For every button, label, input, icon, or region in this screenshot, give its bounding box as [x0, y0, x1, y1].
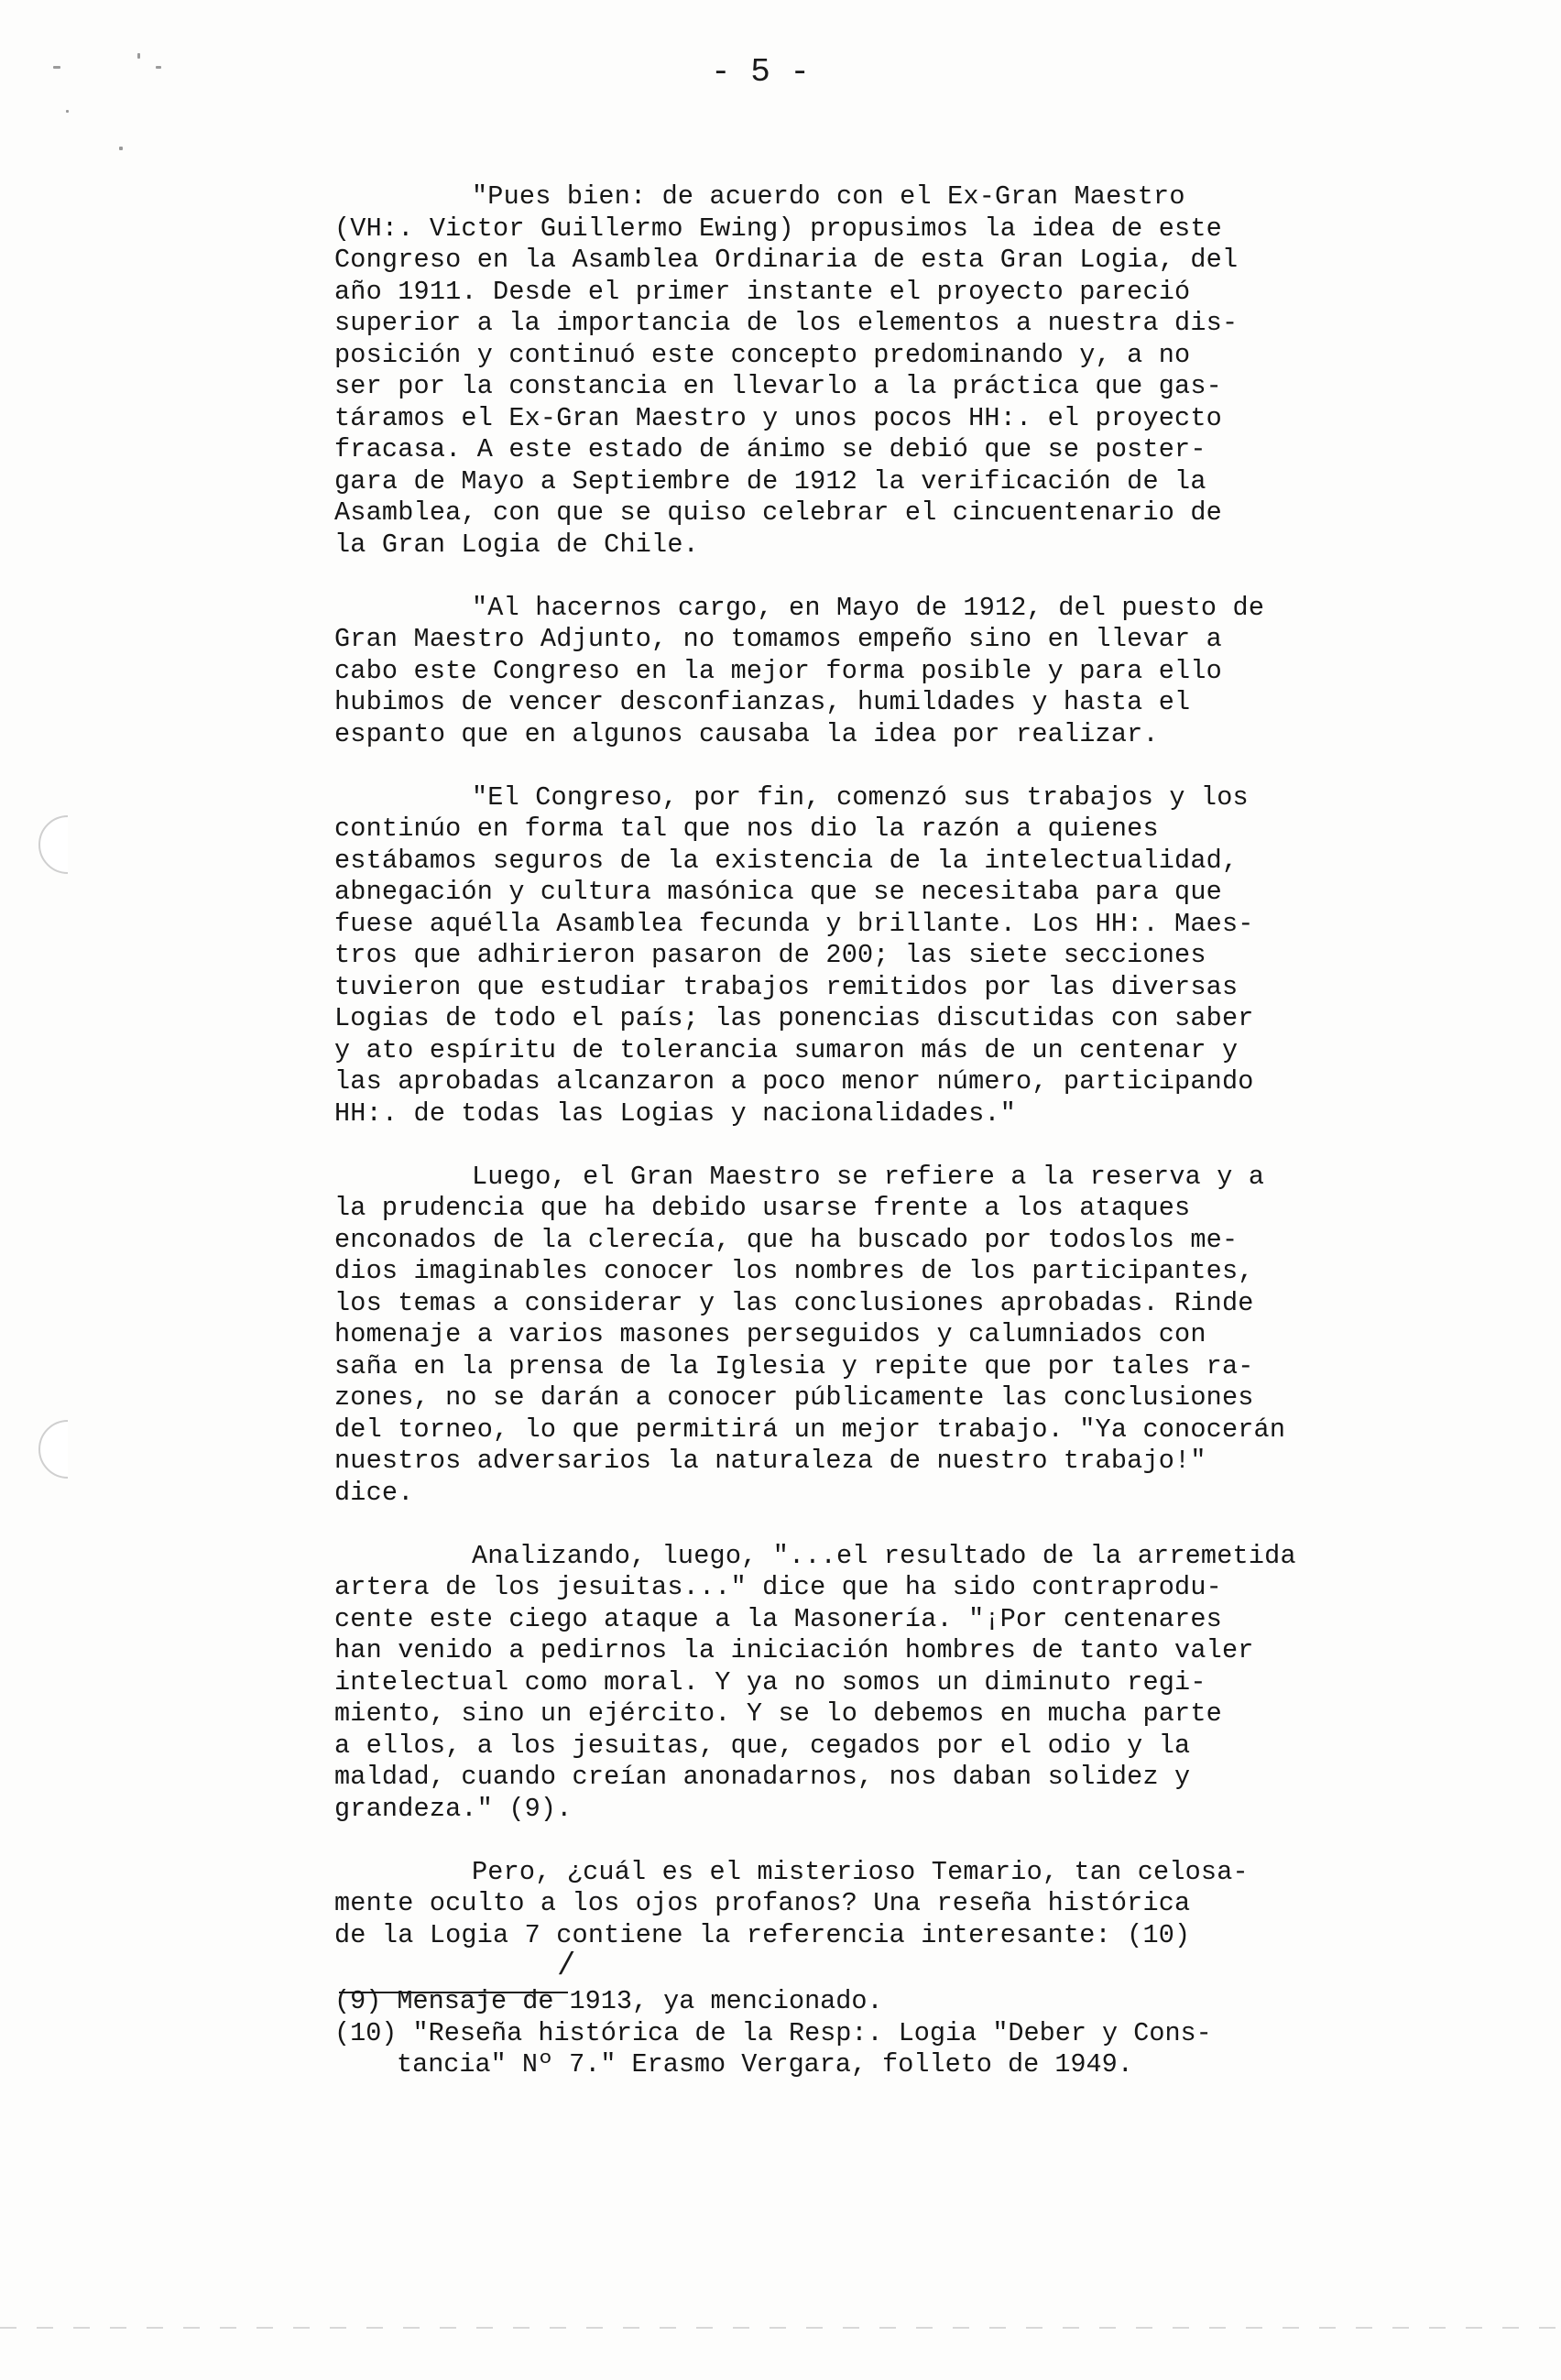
- text-line: del torneo, lo que permitirá un mejor trabajo. "Ya conocerán: [334, 1414, 1286, 1445]
- text-line: los temas a considerar y las conclusiones aprobadas. Rinde: [334, 1287, 1254, 1318]
- text-line: homenaje a varios masones perseguidos y calumniados con: [334, 1319, 1206, 1349]
- text-line: continúo en forma tal que nos dio la razón a quienes: [334, 813, 1159, 844]
- scan-edge-mark: [0, 2327, 1561, 2329]
- scan-speck: [66, 110, 69, 113]
- text-line: Analizando, luego, "...el resultado de la arremetida: [472, 1540, 1296, 1571]
- text-line: gara de Mayo a Septiembre de 1912 la verificación de la: [334, 465, 1206, 497]
- text-line: "Al hacernos cargo, en Mayo de 1912, del puesto de: [472, 592, 1265, 623]
- footnote-line: (9) Mensaje de 1913, ya mencionado.: [334, 1986, 883, 2016]
- text-line: Asamblea, con que se quiso celebrar el cincuentenario de: [334, 497, 1222, 528]
- text-line: HH:. de todas las Logias y nacionalidades.": [334, 1097, 1017, 1129]
- paragraph: [334, 593, 1525, 751]
- text-line: Pero, ¿cuál es el misterioso Temario, tan celosa-: [472, 1856, 1249, 1887]
- text-line: miento, sino un ejército. Y se lo debemos en mucha parte: [334, 1698, 1222, 1729]
- scan-speck: [137, 53, 140, 59]
- text-line: dios imaginables conocer los nombres de los participantes,: [334, 1256, 1254, 1286]
- text-line: cente este ciego ataque a la Masonería. "¡Por centenares: [334, 1603, 1222, 1634]
- scan-speck: [156, 66, 161, 69]
- text-line: espanto que en algunos causaba la idea por realizar.: [334, 718, 1159, 749]
- footnote: [334, 1986, 1525, 2018]
- text-line: "El Congreso, por fin, comenzó sus trabajos y los: [472, 781, 1249, 813]
- text-line: "Pues bien: de acuerdo con el Ex-Gran Maestro: [472, 181, 1185, 212]
- text-line: a ellos, a los jesuitas, que, cegados por el odio y la: [334, 1730, 1191, 1761]
- text-line: ser por la constancia en llevarlo a la práctica que gas-: [334, 371, 1222, 401]
- text-line: abnegación y cultura masónica que se necesitaba para que: [334, 877, 1222, 907]
- text-line: fuese aquélla Asamblea fecunda y brillante. Los HH:. Maes-: [334, 908, 1254, 939]
- footnote-line: tancia" Nº 7." Erasmo Vergara, folleto de 1949.: [397, 2049, 1133, 2080]
- text-line: posición y continuó este concepto predominando y, a no: [334, 339, 1191, 370]
- text-line: dice.: [334, 1477, 414, 1508]
- text-line: año 1911. Desde el primer instante el proyecto pareció: [334, 276, 1191, 307]
- paragraph: [334, 1857, 1525, 1952]
- text-line: Congreso en la Asamblea Ordinaria de esta Gran Logia, del: [334, 245, 1239, 275]
- scan-speck: [53, 66, 60, 69]
- text-line: Gran Maestro Adjunto, no tomamos empeño sino en llevar a: [334, 624, 1222, 654]
- text-line: superior a la importancia de los elementos a nuestra dis-: [334, 308, 1239, 338]
- text-line: saña en la prensa de la Iglesia y repite que por tales ra-: [334, 1350, 1254, 1381]
- text-line: grandeza." (9).: [334, 1793, 573, 1824]
- paragraph: [334, 181, 1525, 561]
- paragraph: [334, 1541, 1525, 1826]
- text-line: mente oculto a los ojos profanos? Una reseña histórica: [334, 1888, 1191, 1918]
- text-line: cabo este Congreso en la mejor forma posible y para ello: [334, 655, 1222, 686]
- footnote-separator-slash: /: [557, 1949, 576, 1984]
- text-line: de la Logia 7 contiene la referencia interesante: (10): [334, 1919, 1191, 1950]
- page-number: - 5 -: [710, 53, 811, 91]
- text-line: Logias de todo el país; las ponencias discutidas con saber: [334, 1003, 1254, 1033]
- text-line: fracasa. A este estado de ánimo se debió que se poster-: [334, 434, 1206, 464]
- footnotes: [334, 1986, 1525, 2081]
- body-text: [334, 181, 1525, 1983]
- text-line: hubimos de vencer desconfianzas, humildades y hasta el: [334, 687, 1191, 717]
- text-line: tros que adhirieron pasaron de 200; las siete secciones: [334, 940, 1206, 970]
- text-line: y ato espíritu de tolerancia sumaron más de un centenar y: [334, 1034, 1239, 1065]
- paragraph: [334, 782, 1525, 1130]
- text-line: nuestros adversarios la naturaleza de nuestro trabajo!": [334, 1446, 1206, 1476]
- text-line: la Gran Logia de Chile.: [334, 529, 699, 560]
- text-line: intelectual como moral. Y ya no somos un diminuto regi-: [334, 1666, 1206, 1698]
- text-line: artera de los jesuitas..." dice que ha sido contraprodu-: [334, 1572, 1222, 1602]
- text-line: Luego, el Gran Maestro se refiere a la reserva y a: [472, 1161, 1265, 1192]
- punch-hole: [38, 815, 97, 874]
- text-line: han venido a pedirnos la iniciación hombres de tanto valer: [334, 1635, 1254, 1665]
- scan-speck: [119, 147, 123, 150]
- punch-hole: [38, 1420, 97, 1479]
- text-line: las aprobadas alcanzaron a poco menor número, participando: [334, 1066, 1254, 1097]
- text-line: tuvieron que estudiar trabajos remitidos por las diversas: [334, 971, 1239, 1002]
- footnote: [334, 2018, 1525, 2081]
- text-line: la prudencia que ha debido usarse frente a los ataques: [334, 1193, 1191, 1223]
- text-line: zones, no se darán a conocer públicamente las conclusiones: [334, 1382, 1254, 1413]
- paragraph: [334, 1162, 1525, 1510]
- text-line: maldad, cuando creían anonadarnos, nos daban solidez y: [334, 1762, 1191, 1792]
- text-line: enconados de la clerecía, que ha buscado por todoslos me-: [334, 1224, 1239, 1255]
- text-line: estábamos seguros de la existencia de la intelectualidad,: [334, 845, 1239, 876]
- text-line: táramos el Ex-Gran Maestro y unos pocos HH:. el proyecto: [334, 402, 1222, 433]
- text-line: (VH:. Victor Guillermo Ewing) propusimos la idea de este: [334, 213, 1222, 244]
- footnote-line: (10) "Reseña histórica de la Resp:. Logia "Deber y Cons-: [334, 2017, 1212, 2048]
